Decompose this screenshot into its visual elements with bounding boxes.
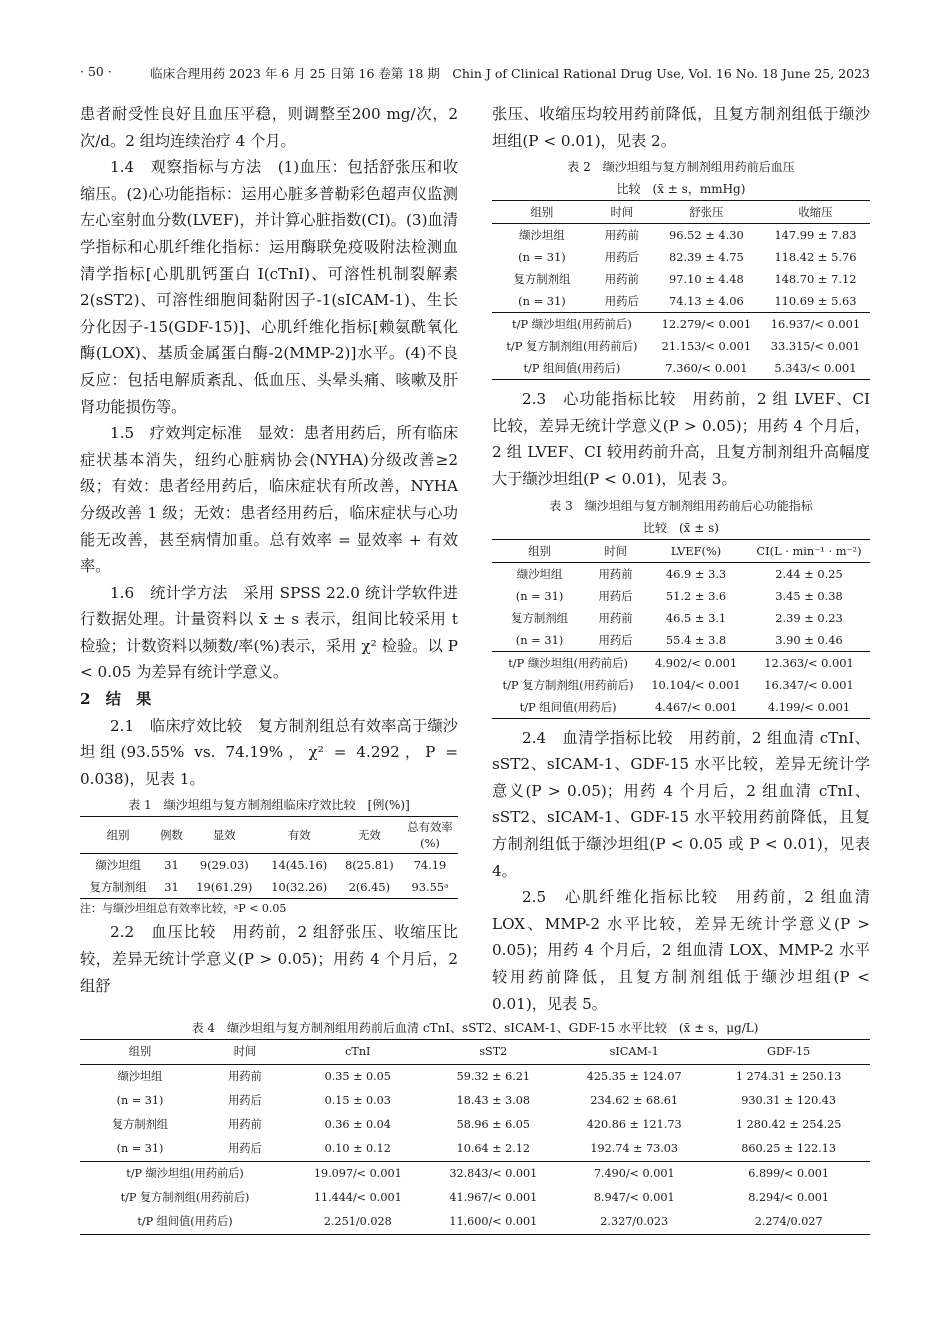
cell: 2.39 ± 0.23 (775, 610, 843, 625)
cell: 59.32 ± 6.21 (456, 1070, 531, 1083)
cell: 31 (164, 858, 179, 873)
cell: 96.52 ± 4.30 (668, 228, 744, 243)
table-row (492, 629, 870, 652)
table-row (80, 1186, 870, 1210)
cell: t/P 组间值(用药后) (137, 1215, 233, 1228)
cell: 4.199/< 0.001 (767, 699, 851, 714)
cell: 97.10 ± 4.48 (668, 272, 744, 287)
cell: 2.251/0.028 (323, 1215, 392, 1228)
cell: 2.327/0.023 (600, 1215, 669, 1228)
table-2-grid (492, 200, 870, 380)
table-row (492, 224, 870, 247)
table-1-grid (80, 816, 458, 899)
cell: 10.104/< 0.001 (651, 677, 741, 692)
cell: t/P 缬沙坦组(用药前后) (492, 313, 652, 336)
paragraph: 2.3 心功能指标比较 用药前，2 组 LVEF、CI 比较，差异无统计学意义(P > 0.05)；用药 4 个月后，2 组 LVEF、CI 较用药前升高，且复方制剂组升高幅度大于缬沙坦组(P < 0.01)，见表 3。 (492, 390, 870, 488)
table-2-caption: 表 2 缬沙坦组与复方制剂组用药前后血压 (567, 160, 795, 175)
cell: 930.31 ± 120.43 (741, 1094, 837, 1107)
cell: (n = 31) (116, 1094, 164, 1107)
cell: 4.467/< 0.001 (654, 699, 738, 714)
col-header: 组别 (80, 817, 156, 854)
table-4-caption: 表 4 缬沙坦组与复方制剂组用药前后血清 cTnI、sST2、sICAM-1、GDF-15 水平比较 (x̄ ± s，μg/L) (191, 1021, 759, 1035)
cell: 缬沙坦组 (117, 1070, 163, 1083)
cell: t/P 组间值(用药后) (519, 699, 617, 714)
table-3 (492, 495, 870, 719)
cell: 10(32.26) (271, 880, 328, 895)
col-header: 收缩压 (761, 201, 870, 224)
cell: 19.097/< 0.001 (290, 1162, 426, 1187)
cell: 用药前 (598, 610, 633, 625)
cell: (n = 31) (515, 632, 564, 647)
paragraph: 2.5 心肌纤维化指标比较 用药前，2 组血清 LOX、MMP-2 水平比较，差异无统计学意义(P > 0.05)；用药 4 个月后，2 组血清 LOX、MMP-2 水平较用药前降低，且复方制剂组低于缬沙坦组(P < 0.01)，见表 5。 (492, 888, 870, 1013)
col-header: cTnI (290, 1040, 426, 1065)
cell: 复方制剂组 (511, 610, 569, 625)
cell: 0.15 ± 0.03 (324, 1094, 391, 1107)
table-1-caption: 表 1 缬沙坦组与复方制剂组临床疗效比较 [例(%)] (128, 798, 410, 813)
cell: 8(25.81) (344, 858, 394, 873)
col-header: 无效 (337, 817, 402, 854)
col-header: 有效 (262, 817, 337, 854)
table-row (492, 696, 870, 719)
cell: 用药前 (604, 272, 639, 287)
cell: 31 (164, 880, 179, 895)
cell: 用药后 (598, 588, 633, 603)
table-row (80, 1210, 870, 1235)
table-3-caption: 表 3 缬沙坦组与复方制剂组用药前后心功能指标 (549, 498, 813, 513)
table-row (492, 290, 870, 313)
cell: 16.347/< 0.001 (764, 677, 854, 692)
table-row (80, 876, 458, 899)
col-header: 总有效率(%) (402, 817, 458, 854)
cell: 用药后 (604, 294, 639, 309)
cell: 3.45 ± 0.38 (775, 588, 843, 603)
page-number: · 50 · (80, 64, 112, 79)
cell: 118.42 ± 5.76 (774, 250, 857, 265)
cell: 14(45.16) (271, 858, 328, 873)
paragraph: 张压、收缩压均较用药前降低，且复方制剂组低于缬沙坦组(P < 0.01)，见表 2。 (492, 105, 870, 150)
col-header: CI(L · min⁻¹ · m⁻²) (748, 539, 870, 562)
cell: 8.947/< 0.001 (593, 1191, 675, 1204)
table-4-grid (80, 1039, 870, 1235)
cell: 复方制剂组 (112, 1118, 168, 1131)
col-header: 例数 (156, 817, 187, 854)
cell: (n = 31) (116, 1142, 164, 1155)
col-header: sST2 (426, 1040, 562, 1065)
cell: 147.99 ± 7.83 (774, 228, 857, 243)
table-row (80, 1113, 870, 1137)
col-header: LVEF(%) (644, 539, 748, 562)
col-header: 组别 (492, 201, 592, 224)
cell: 4.902/< 0.001 (644, 651, 748, 674)
left-column (80, 101, 458, 999)
table-1 (80, 794, 458, 919)
cell: 0.35 ± 0.05 (324, 1070, 391, 1083)
cell: 0.10 ± 0.12 (324, 1142, 391, 1155)
cell: 6.899/< 0.001 (707, 1162, 870, 1187)
col-header: 时间 (200, 1040, 290, 1065)
cell: 2(6.45) (348, 880, 391, 895)
cell: 12.363/< 0.001 (748, 651, 870, 674)
table-row (492, 674, 870, 696)
table-row (80, 1162, 870, 1187)
col-header: 舒张压 (652, 201, 761, 224)
table-row (492, 607, 870, 629)
cell: 18.43 ± 3.08 (456, 1094, 531, 1107)
table-row (80, 1137, 870, 1162)
col-header: 组别 (492, 539, 587, 562)
cell: 7.360/< 0.001 (665, 361, 748, 376)
paragraph: 1.5 疗效判定标准 显效：患者用药后，所有临床症状基本消失，纽约心脏病协会(NYHA)分级改善≥2 级；有效：患者经用药后，临床症状有所改善，NYHA分级改善 1 级；无效：患者经用药后，临床症状与心功能无改善，甚至病情加重。总有效率 = 显效率 + 有效率。 (80, 424, 458, 576)
table-row (492, 313, 870, 336)
cell: (n = 31) (518, 250, 566, 265)
cell: 46.5 ± 3.1 (665, 610, 727, 625)
cell: 缬沙坦组 (516, 566, 563, 581)
col-header: GDF-15 (707, 1040, 870, 1065)
table-row (80, 854, 458, 877)
cell: 3.90 ± 0.46 (775, 632, 843, 647)
cell: (n = 31) (518, 294, 566, 309)
cell: 860.25 ± 122.13 (741, 1142, 837, 1155)
cell: t/P 缬沙坦组(用药前后) (492, 651, 644, 674)
cell: t/P 复方制剂组(用药前后) (120, 1191, 250, 1204)
table-1-note: 注：与缬沙坦组总有效率比较，ᵃP < 0.05 (80, 902, 287, 916)
cell: t/P 复方制剂组(用药前后) (506, 339, 638, 354)
cell: 74.19 (413, 858, 447, 873)
cell: 0.36 ± 0.04 (324, 1118, 391, 1131)
paragraph: 1.4 观察指标与方法 (1)血压：包括舒张压和收缩压。(2)心功能指标：运用心脏多普勒彩色超声仪监测左心室射血分数(LVEF)，并计算心脏指数(CI)。(3)血清学指标和心肌纤维化指标：运用酶联免疫吸附法检测血清学指标[心肌肌钙蛋白 I(cTnI)、可溶性机制裂解素 2(sST2)、可溶性细胞间黏附因子-1(sICAM-1)、生长分化因子-15(GDF-15)]、心肌纤维化指标[赖氨酰氧化酶(LOX)、基质金属蛋白酶-2(MMP-2)]水平。(4)不良反应：包括电解质紊乱、低血压、头晕头痛、咳嗽及肝肾功能损伤等。 (80, 158, 458, 416)
journal-citation: 临床合理用药 2023 年 6 月 25 日第 16 卷第 18 期 Chin J of Clinical Rational Drug Use, Vol. 16 No. 18 June 25, 2023 (150, 66, 870, 81)
cell: 110.69 ± 5.63 (774, 294, 857, 309)
cell: 2.274/0.027 (754, 1215, 823, 1228)
cell: 用药后 (598, 632, 633, 647)
paragraph: 1.6 统计学方法 采用 SPSS 22.0 统计学软件进行数据处理。计量资料以 x̄ ± s 表示，组间比较采用 t 检验；计数资料以频数/率(%)表示，采用 χ² 检验。以 P < 0.05 为差异有统计学意义。 (80, 583, 458, 682)
cell: 缬沙坦组 (95, 858, 141, 873)
cell: 11.444/< 0.001 (313, 1191, 402, 1204)
cell: t/P 缬沙坦组(用药前后) (80, 1162, 290, 1187)
cell: 缬沙坦组 (519, 228, 565, 243)
col-header: sICAM-1 (561, 1040, 707, 1065)
table-row (492, 246, 870, 268)
cell: 46.9 ± 3.3 (665, 566, 727, 581)
table-3-grid (492, 539, 870, 719)
cell: 51.2 ± 3.6 (665, 588, 727, 603)
table-row (492, 651, 870, 674)
table-2-caption-line2: 比较 (x̄ ± s，mmHg) (616, 182, 746, 197)
cell: 425.35 ± 124.07 (586, 1070, 682, 1083)
cell: 用药前 (598, 566, 633, 581)
cell: 10.64 ± 2.12 (456, 1142, 531, 1155)
cell: 用药后 (228, 1142, 262, 1155)
running-header (80, 64, 870, 86)
cell: 5.343/< 0.001 (774, 361, 857, 376)
cell: 2.44 ± 0.25 (775, 566, 843, 581)
cell: 55.4 ± 3.8 (665, 632, 727, 647)
cell: 1 274.31 ± 250.13 (735, 1070, 842, 1083)
cell: 用药前 (228, 1118, 262, 1131)
table-row (492, 335, 870, 357)
cell: 21.153/< 0.001 (661, 339, 752, 354)
cell: 8.294/< 0.001 (748, 1191, 830, 1204)
col-header: 时间 (592, 201, 652, 224)
cell: (n = 31) (515, 588, 564, 603)
cell: 12.279/< 0.001 (652, 313, 761, 336)
cell: 82.39 ± 4.75 (668, 250, 744, 265)
cell: 用药后 (604, 250, 639, 265)
cell: 16.937/< 0.001 (761, 313, 870, 336)
cell: 32.843/< 0.001 (426, 1162, 562, 1187)
cell: 33.315/< 0.001 (770, 339, 861, 354)
cell: 19(61.29) (196, 880, 253, 895)
paragraph: 2.4 血清学指标比较 用药前，2 组血清 cTnI、sST2、sICAM-1、GDF-15 水平比较，差异无统计学意义(P > 0.05)；用药 4 个月后，2 组血清 cTnI、sST2、sICAM-1、GDF-15 水平较用药前降低，且复方制剂组低于缬沙坦组(P < 0.05 或 P < 0.01)，见表 4。 (492, 728, 870, 880)
col-header: 组别 (80, 1040, 200, 1065)
table-2 (492, 156, 870, 380)
table-row (80, 1089, 870, 1113)
cell: 234.62 ± 68.61 (590, 1094, 679, 1107)
cell: 41.967/< 0.001 (449, 1191, 538, 1204)
table-row (492, 585, 870, 607)
table-row (492, 562, 870, 585)
table-row (492, 268, 870, 290)
paragraph: 2.2 血压比较 用药前，2 组舒张压、收缩压比较，差异无统计学意义(P > 0.05)；用药 4 个月后，2 组舒 (80, 923, 458, 995)
table-3-caption-line2: 比较 (x̄ ± s) (643, 520, 719, 535)
col-header: 时间 (587, 539, 644, 562)
cell: t/P 组间值(用药后) (523, 361, 621, 376)
cell: 93.55ᵃ (411, 880, 449, 895)
table-4 (80, 1017, 870, 1235)
cell: 9(29.03) (199, 858, 249, 873)
paragraph: 患者耐受性良好且血压平稳，则调整至200 mg/次，2 次/d。2 组均连续治疗 4 个月。 (80, 105, 458, 150)
cell: 复方制剂组 (513, 272, 571, 287)
cell: 用药后 (228, 1094, 262, 1107)
col-header: 显效 (187, 817, 262, 854)
cell: 420.86 ± 121.73 (586, 1118, 682, 1131)
cell: 192.74 ± 73.03 (590, 1142, 679, 1155)
cell: 11.600/< 0.001 (449, 1215, 538, 1228)
cell: 用药前 (604, 228, 639, 243)
paragraph: 2.1 临床疗效比较 复方制剂组总有效率高于缬沙坦组(93.55% vs. 74.19%，χ² = 4.292，P = 0.038)，见表 1。 (80, 716, 458, 788)
cell: 1 280.42 ± 254.25 (735, 1118, 842, 1131)
table-row (492, 357, 870, 380)
table-row (80, 1065, 870, 1090)
cell: 用药前 (228, 1070, 262, 1083)
cell: t/P 复方制剂组(用药前后) (502, 677, 634, 692)
cell: 复方制剂组 (89, 880, 147, 895)
section-heading: 2 结 果 (80, 690, 152, 709)
cell: 7.490/< 0.001 (561, 1162, 707, 1187)
right-column (492, 101, 870, 1017)
cell: 148.70 ± 7.12 (774, 272, 857, 287)
cell: 58.96 ± 6.05 (456, 1118, 531, 1131)
cell: 74.13 ± 4.06 (668, 294, 744, 309)
